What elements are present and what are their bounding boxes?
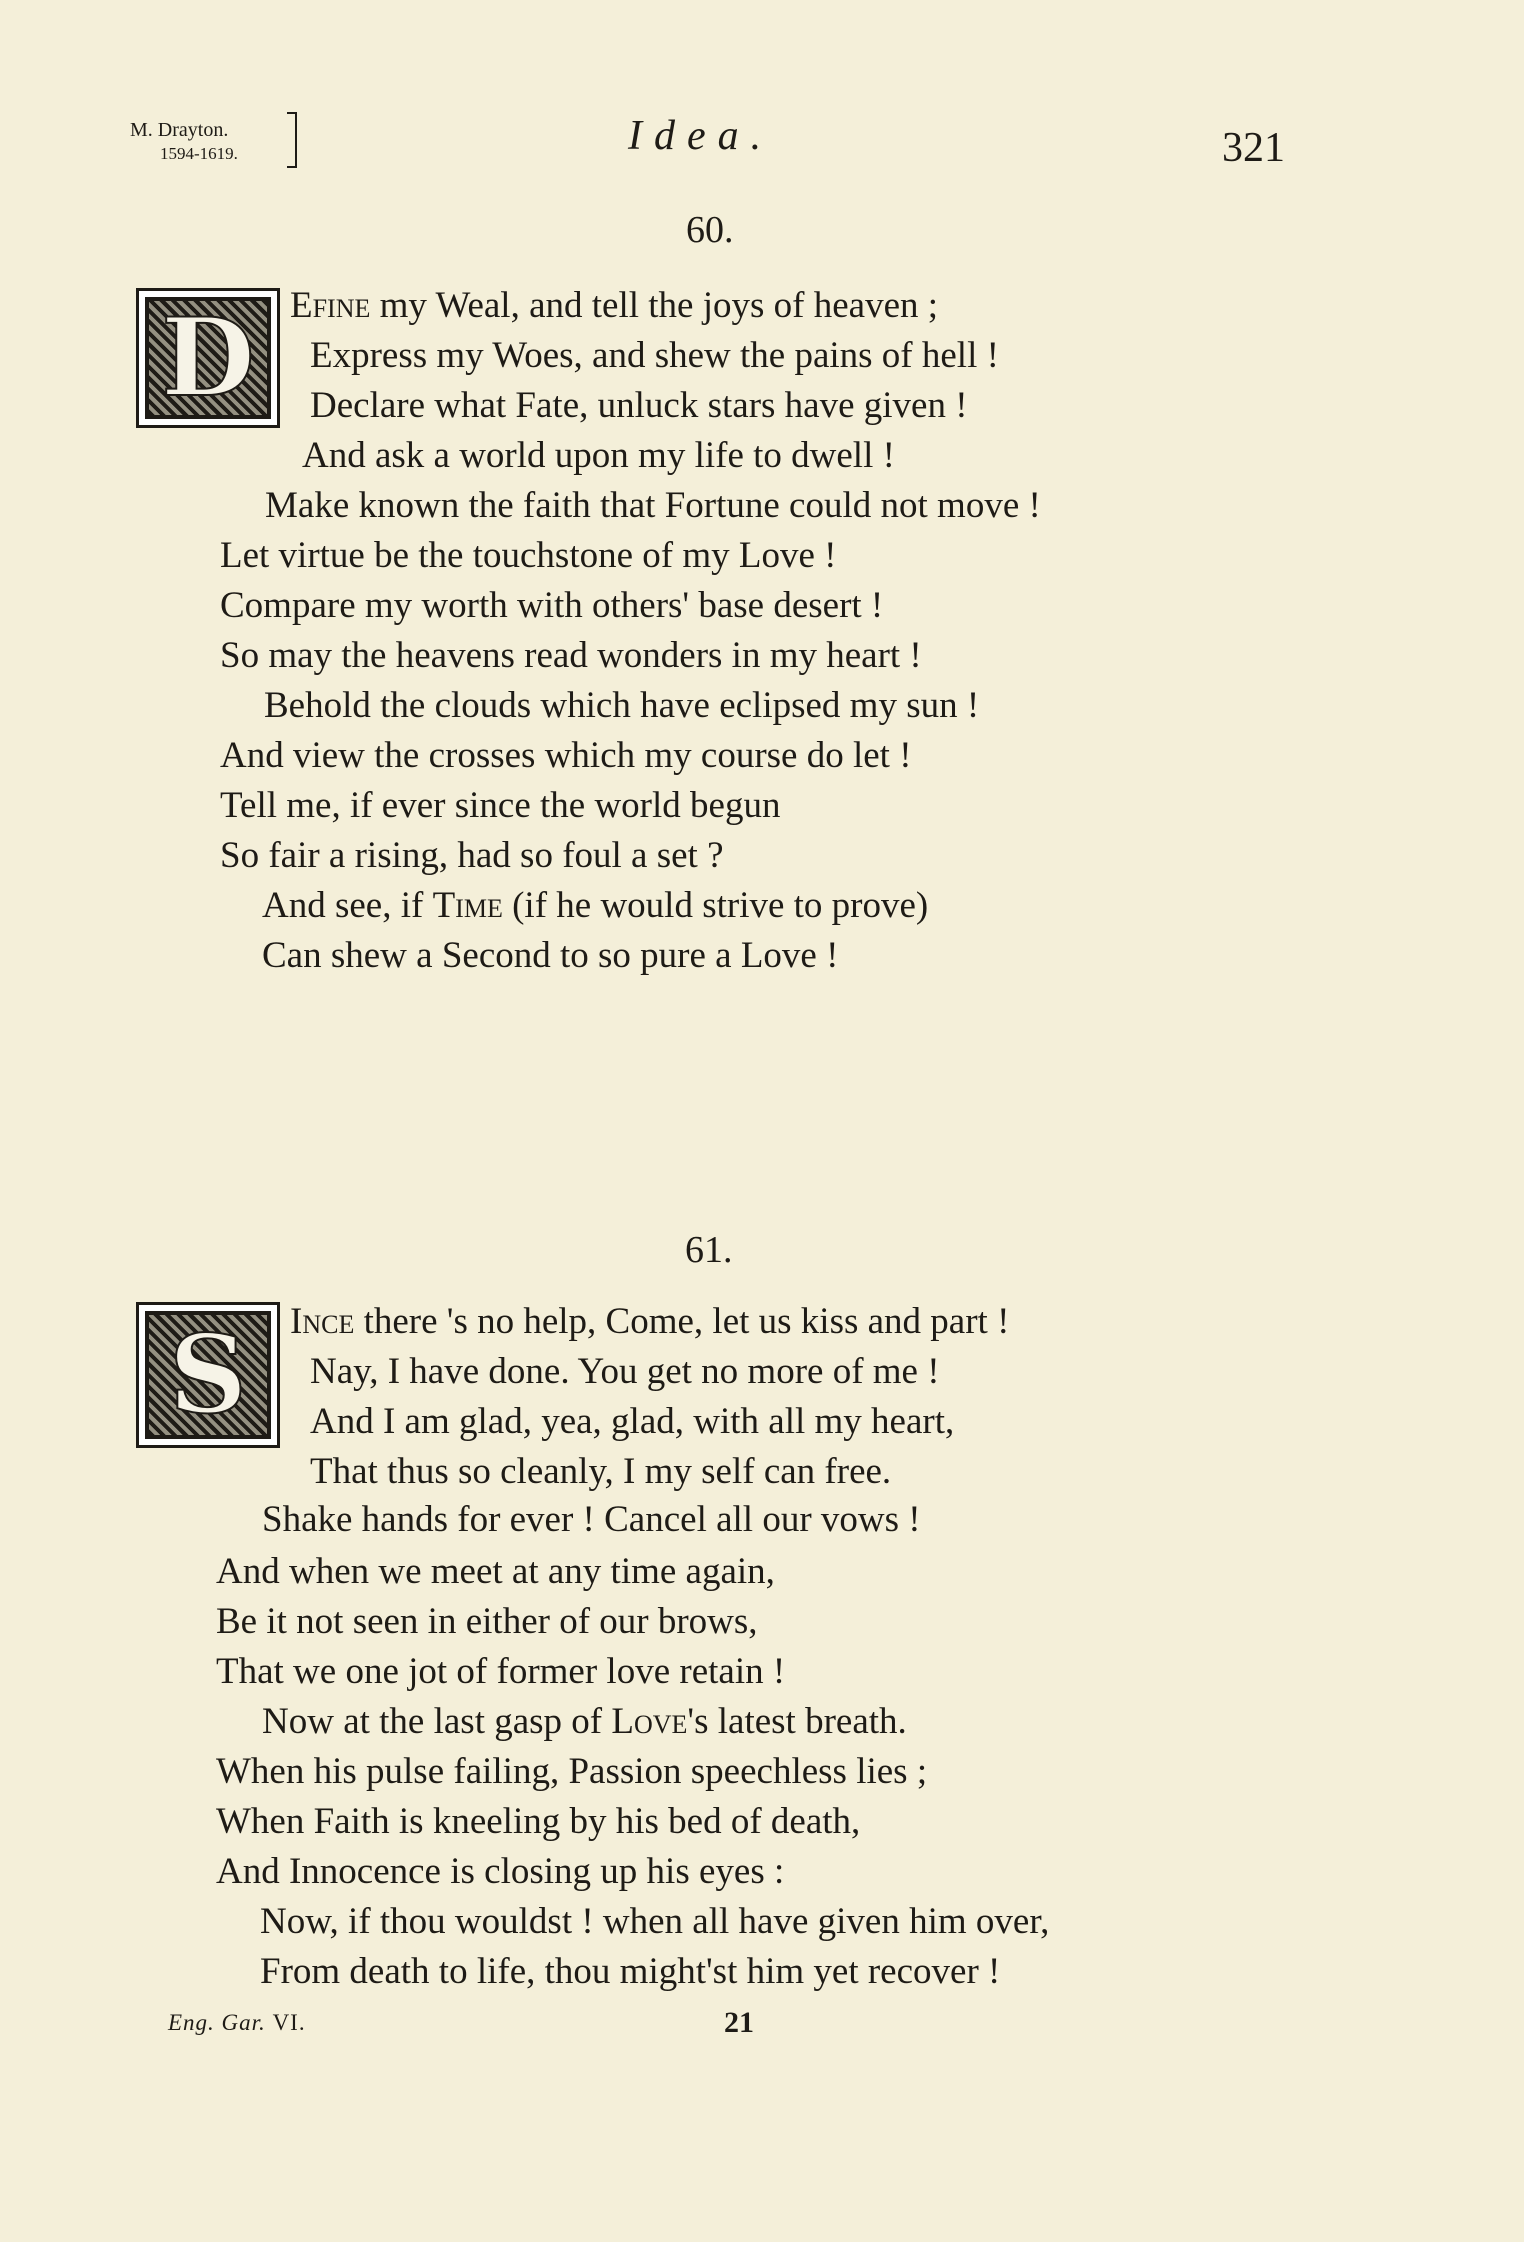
page-number: 321 — [1222, 125, 1285, 171]
sonnet60-line-9: Behold the clouds which have eclipsed my sun ! — [264, 685, 980, 726]
author-dates: 1594-1619. — [160, 144, 238, 163]
sonnet61-line-5: Shake hands for ever ! Cancel all our vows ! — [262, 1499, 921, 1540]
sonnet60-line-1 — [290, 284, 938, 328]
sonnet61-line-6: And when we meet at any time again, — [216, 1551, 775, 1592]
sonnet60-line-7: Compare my worth with others' base desert ! — [220, 585, 884, 626]
sonnet60-line-12: So fair a rising, had so foul a set ? — [220, 835, 724, 876]
sonnet-number-61: 61. — [685, 1229, 733, 1271]
sonnet60-line-2: Express my Woes, and shew the pains of hell ! — [310, 335, 999, 376]
author-name: M. Drayton. — [130, 119, 229, 141]
signature-mark: 21 — [724, 2006, 754, 2039]
sonnet60-line-13 — [262, 884, 928, 928]
sonnet61-line-13: Now, if thou wouldst ! when all have given him over, — [260, 1901, 1050, 1942]
sonnet61-line-7: Be it not seen in either of our brows, — [216, 1601, 758, 1642]
first-word-smallcaps: Ince — [290, 1301, 355, 1342]
sonnet61-line-11: When Faith is kneeling by his bed of death, — [216, 1801, 861, 1842]
line9-smallcaps: Love — [611, 1701, 688, 1742]
author-bracket — [287, 112, 297, 168]
decorated-initial-s — [136, 1302, 280, 1448]
first-line-text: there 's no help, Come, let us kiss and part ! — [354, 1301, 1010, 1342]
sonnet61-line-12: And Innocence is closing up his eyes : — [216, 1851, 785, 1892]
sonnet60-line-4: And ask a world upon my life to dwell ! — [302, 435, 895, 476]
sonnet60-line-10: And view the crosses which my course do let ! — [220, 735, 912, 776]
line13-smallcaps: Time — [432, 885, 503, 926]
first-line-text: my Weal, and tell the joys of heaven ; — [370, 285, 939, 326]
sonnet-number-60: 60. — [686, 209, 734, 251]
sonnet61-line-1 — [290, 1300, 1009, 1344]
line9-start: Now at the last gasp of — [262, 1701, 612, 1742]
running-head-author — [130, 118, 238, 166]
sonnet61-line-9 — [262, 1700, 907, 1744]
sonnet61-line-10: When his pulse failing, Passion speechless lies ; — [216, 1751, 928, 1792]
decorated-initial-d — [136, 288, 280, 428]
line13-start: And see, if — [262, 885, 433, 926]
sonnet60-line-8: So may the heavens read wonders in my heart ! — [220, 635, 922, 676]
sonnet61-line-3: And I am glad, yea, glad, with all my heart, — [310, 1401, 955, 1442]
sonnet60-line-6: Let virtue be the touchstone of my Love ! — [220, 535, 837, 576]
initial-letter: S — [169, 1312, 247, 1438]
volume-number: VI. — [272, 2010, 306, 2035]
first-word-smallcaps: Efine — [290, 285, 371, 326]
line13-end: (if he would strive to prove) — [502, 885, 929, 926]
sonnet60-line-11: Tell me, if ever since the world begun — [220, 785, 781, 826]
line9-end: 's latest breath. — [687, 1701, 907, 1742]
sonnet60-line-3: Declare what Fate, unluck stars have given ! — [310, 385, 968, 426]
series-abbrev: Eng. Gar. — [168, 2010, 266, 2035]
sonnet60-line-5: Make known the faith that Fortune could not move ! — [265, 485, 1041, 526]
sonnet60-line-14: Can shew a Second to so pure a Love ! — [262, 935, 839, 976]
footer-series — [168, 2010, 306, 2036]
sonnet61-line-14: From death to life, thou might'st him yet recover ! — [260, 1951, 1001, 1992]
running-title: Idea. — [628, 113, 774, 159]
sonnet61-line-4: That thus so cleanly, I my self can free. — [310, 1451, 892, 1492]
initial-letter: D — [161, 295, 255, 421]
sonnet61-line-2: Nay, I have done. You get no more of me ! — [310, 1351, 940, 1392]
sonnet61-line-8: That we one jot of former love retain ! — [216, 1651, 786, 1692]
